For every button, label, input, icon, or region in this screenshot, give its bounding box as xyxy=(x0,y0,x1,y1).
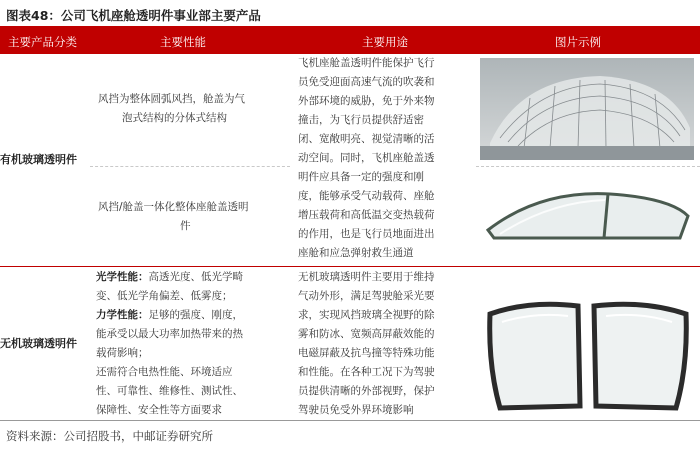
header-performance: 主要性能 xyxy=(160,35,206,49)
text-line: 员提供清晰的外部视野，保护 xyxy=(298,385,435,397)
text-line: 闭、宽敞明亮、视觉清晰的活 xyxy=(298,133,435,145)
header-image: 图片示例 xyxy=(555,35,601,49)
figure-title: 图表48：公司飞机座舱透明件事业部主要产品 xyxy=(6,8,261,23)
text-line: 求，实现风挡玻璃全视野的除 xyxy=(298,309,435,321)
label: 光学性能： xyxy=(96,271,149,283)
text-line: 动空间。同时，飞机座舱盖透 xyxy=(298,152,435,164)
text: 变、低光学角偏差、低雾度； xyxy=(96,290,233,302)
text-line: 增压载荷和高低温交变热载荷 xyxy=(298,209,435,221)
source-note: 资料来源：公司招股书，中邮证券研究所 xyxy=(6,429,213,443)
text-line: 撞击，为飞行员提供舒适密 xyxy=(298,114,424,126)
text-line xyxy=(96,306,292,325)
text-line: 驾驶员免受外界环境影响 xyxy=(298,404,414,416)
text-line: 员免受迎面高速气流的吹袭和 xyxy=(298,76,435,88)
label: 力学性能： xyxy=(96,309,149,321)
title-bar xyxy=(0,4,700,28)
text-line xyxy=(96,325,292,344)
performance-organic-b xyxy=(98,198,288,236)
text: 还需符合电热性能、环境适应 xyxy=(96,366,233,378)
text-line: 度，能够承受气动载荷、座舱 xyxy=(298,190,435,202)
text-line xyxy=(96,401,292,420)
divider xyxy=(476,166,700,167)
text-line: 明件应具备一定的强度和刚 xyxy=(298,171,424,183)
header-category: 主要产品分类 xyxy=(8,35,77,49)
text-line: 泡式结构的分体式结构 xyxy=(122,112,227,124)
text-line: 风挡为整体圆弧风挡，舱盖为气 xyxy=(98,93,245,105)
integrated-canopy-photo xyxy=(480,180,694,260)
performance-organic-a xyxy=(98,90,288,128)
text: 载荷影响； xyxy=(96,347,149,359)
text: 保障性、安全性等方面要求 xyxy=(96,404,222,416)
text: 性、可靠性、维修性、测试性、 xyxy=(96,385,243,397)
text-line: 的作用，也是飞行员地面进出 xyxy=(298,228,435,240)
text-line: 座舱和应急弹射救生通道 xyxy=(298,247,414,259)
usage-organic xyxy=(298,54,468,263)
table-bottom-line xyxy=(0,420,700,421)
text-line xyxy=(96,268,292,287)
usage-inorganic xyxy=(298,268,470,420)
windshield-image xyxy=(480,296,694,416)
text-line xyxy=(96,382,292,401)
text: 能承受以最大功率加热带来的热 xyxy=(96,328,243,340)
text: 足够的强度、刚度， xyxy=(148,309,243,321)
canopy-photo xyxy=(480,58,694,160)
text-line xyxy=(96,287,292,306)
text-line: 气动外形，满足驾驶舱采光要 xyxy=(298,290,435,302)
text-line: 风挡/舱盖一体化整体座舱盖透明 xyxy=(98,201,249,213)
performance-inorganic xyxy=(96,268,292,420)
text-line xyxy=(96,344,292,363)
windshield-photo xyxy=(480,296,694,416)
text-line: 外部环境的威胁，免于外来物 xyxy=(298,95,435,107)
text-line: 电磁屏蔽及抗鸟撞等特殊功能 xyxy=(298,347,435,359)
text-line: 和性能。在各种工况下为驾驶 xyxy=(298,366,435,378)
divider xyxy=(90,166,290,167)
text-line: 无机玻璃透明件主要用于维持 xyxy=(298,271,435,283)
canopy-image xyxy=(480,58,694,160)
text-line: 件 xyxy=(180,220,191,232)
text-line xyxy=(96,363,292,382)
category-inorganic: 无机玻璃透明件 xyxy=(0,337,77,350)
category-organic: 有机玻璃透明件 xyxy=(0,153,77,166)
text: 高透光度、低光学畸 xyxy=(148,271,243,283)
integrated-canopy-image xyxy=(480,180,694,260)
row-divider xyxy=(0,266,700,267)
text-line: 雾和防冰、宽频高屏蔽效能的 xyxy=(298,328,435,340)
text-line: 飞机座舱盖透明件能保护飞行 xyxy=(298,57,435,69)
table-header xyxy=(0,28,700,54)
header-usage: 主要用途 xyxy=(362,35,408,49)
